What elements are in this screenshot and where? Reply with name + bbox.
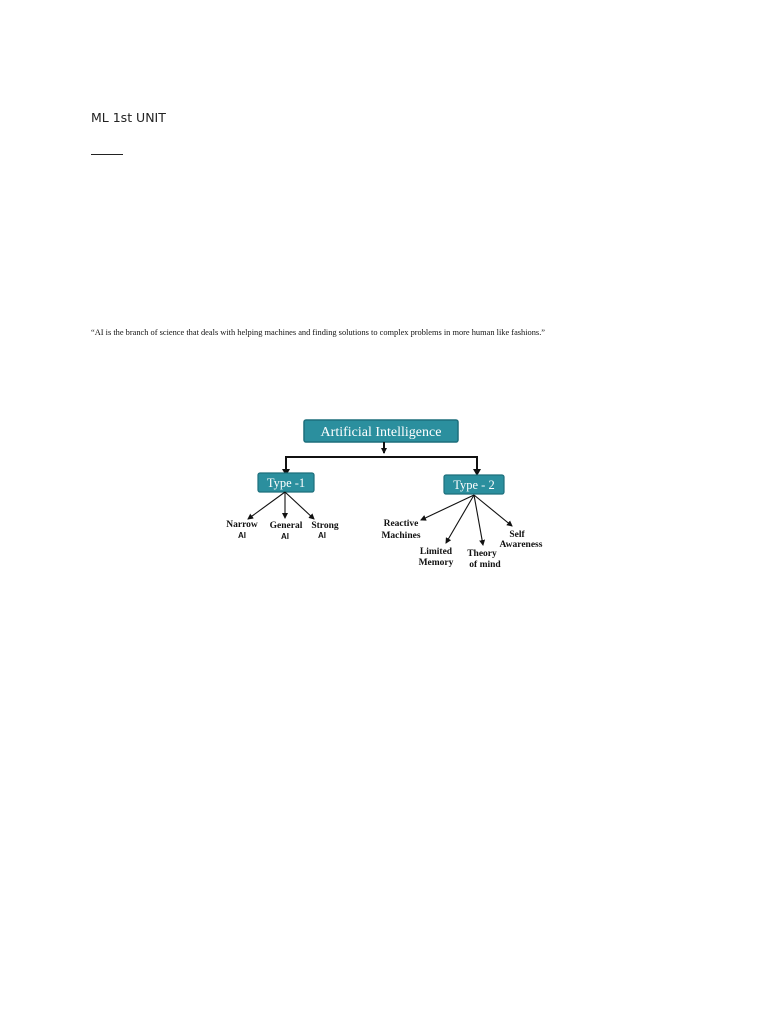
type2-label: Type - 2 <box>453 478 495 492</box>
limited-memory-line2: Memory <box>418 558 454 568</box>
reactive-machines-line1: Reactive <box>383 519 419 529</box>
general-ai-line2: AI <box>281 532 289 541</box>
type1-label: Type -1 <box>266 476 306 490</box>
theory-of-mind-line2: of mind <box>469 560 501 570</box>
branch-connector <box>286 457 477 475</box>
reactive-machines-line2: Machines <box>381 531 421 541</box>
type1-connector-strong <box>285 492 314 519</box>
type2-connector-reactive <box>421 495 474 520</box>
strong-ai-line2: AI <box>318 531 326 540</box>
theory-of-mind-line1: Theory <box>467 549 497 559</box>
root-label: Artificial Intelligence <box>320 425 442 440</box>
ai-definition-quote: “AI is the branch of science that deals with helping machines and finding solutions to complex problems in more human like fashions.” <box>91 328 546 337</box>
type2-connector-theory <box>474 495 483 545</box>
page-title: ML 1st UNIT <box>91 110 166 125</box>
narrow-ai-line1: Narrow <box>226 520 258 530</box>
narrow-ai-line2: AI <box>238 531 246 540</box>
self-awareness-line1: Self <box>509 530 525 540</box>
general-ai-line1: General <box>269 521 303 531</box>
limited-memory-line1: Limited <box>419 547 453 557</box>
type1-connector-narrow <box>248 492 285 519</box>
strong-ai-line1: Strong <box>311 521 339 531</box>
self-awareness-line2: Awareness <box>499 540 543 550</box>
type2-connector-self <box>474 495 512 526</box>
